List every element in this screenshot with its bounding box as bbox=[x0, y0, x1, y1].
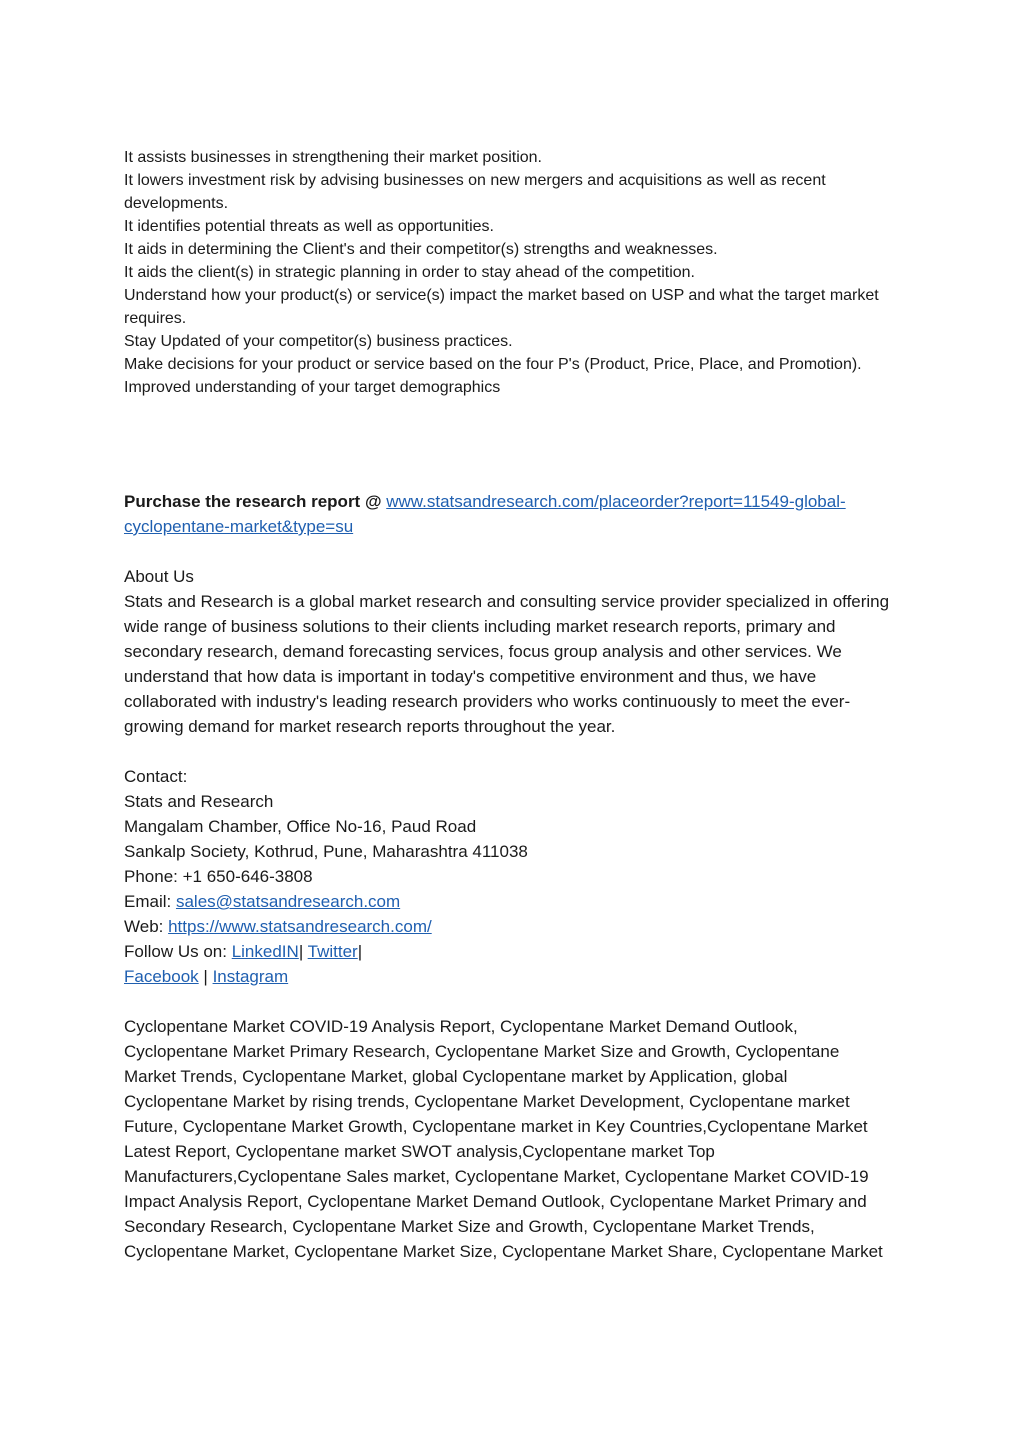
benefit-item: It aids the client(s) in strategic planning in order to stay ahead of the competition. bbox=[124, 264, 695, 281]
contact-company: Stats and Research bbox=[124, 792, 274, 811]
contact-address-line-1: Mangalam Chamber, Office No-16, Paud Road bbox=[124, 817, 477, 836]
about-heading: About Us bbox=[124, 567, 194, 586]
benefit-item: Make decisions for your product or service based on the four P's (Product, Price, Place, and Promotion). bbox=[124, 356, 862, 373]
twitter-link[interactable]: Twitter bbox=[307, 942, 358, 961]
body-section bbox=[124, 489, 894, 1264]
contact-address-line-2: Sankalp Society, Kothrud, Pune, Maharashtra 411038 bbox=[124, 842, 528, 861]
purchase-label: Purchase the research report @ bbox=[124, 492, 387, 511]
web-label: Web: bbox=[124, 917, 169, 936]
contact-phone: Phone: +1 650-646-3808 bbox=[124, 867, 313, 886]
facebook-link[interactable]: Facebook bbox=[124, 967, 199, 986]
social-line bbox=[124, 964, 894, 989]
separator: | bbox=[298, 942, 304, 961]
separator: | bbox=[357, 942, 363, 961]
spacer bbox=[124, 539, 894, 564]
keywords-paragraph: Cyclopentane Market COVID-19 Analysis Report, Cyclopentane Market Demand Outlook, Cyclopentane Market Primary Research, Cyclopentane Market Size and Growth, Cyclopentane Market Trends, Cyclopentane Market, global Cyclopentane market by Application, global Cyclopentane Market by rising trends, Cyclopentane Market Development, Cyclopentane market Future, Cyclopentane Market Growth, Cyclopentane market in Key Countries,Cyclopentane Market Latest Report, Cyclopentane market SWOT analysis,Cyclopentane market Top Manufacturers,Cyclopentane Sales market, Cyclopentane Market, Cyclopentane Market COVID-19 Impact Analysis Report, Cyclopentane Market Demand Outlook, Cyclopentane Market Primary and Secondary Research, Cyclopentane Market Size and Growth, Cyclopentane Market Trends, Cyclopentane Market, Cyclopentane Market Size, Cyclopentane Market Share, Cyclopentane Market bbox=[124, 1017, 883, 1261]
purchase-link[interactable]: www.statsandresearch.com/placeorder?report=11549-global-cyclopentane-market&type=su bbox=[124, 492, 846, 536]
email-link[interactable]: sales@statsandresearch.com bbox=[175, 892, 401, 911]
contact-email-line bbox=[124, 889, 894, 914]
benefits-list bbox=[124, 146, 894, 399]
instagram-link[interactable]: Instagram bbox=[212, 967, 289, 986]
spacer bbox=[124, 739, 894, 764]
benefit-item: It assists businesses in strengthening their market position. bbox=[124, 149, 542, 166]
contact-heading: Contact: bbox=[124, 767, 188, 786]
benefit-item: Stay Updated of your competitor(s) business practices. bbox=[124, 333, 513, 350]
benefit-item: It identifies potential threats as well as opportunities. bbox=[124, 218, 494, 235]
web-link[interactable]: https://www.statsandresearch.com/ bbox=[168, 917, 432, 936]
spacer bbox=[124, 989, 894, 1014]
spacer bbox=[124, 399, 894, 489]
follow-label: Follow Us on: bbox=[124, 942, 232, 961]
follow-line bbox=[124, 939, 894, 964]
document-page bbox=[124, 146, 894, 1264]
separator: | bbox=[203, 967, 208, 986]
about-text: Stats and Research is a global market research and consulting service provider specialized in offering wide range of business solutions to their clients including market research reports, primary and secondary research, demand forecasting services, focus group analysis and other services. We understand that how data is important in today's competitive environment and thus, we have collaborated with industry's leading research providers who works continuously to meet the ever-growing demand for market research reports throughout the year. bbox=[124, 592, 890, 736]
linkedin-link[interactable]: LinkedIN bbox=[231, 942, 299, 961]
benefit-item: It aids in determining the Client's and their competitor(s) strengths and weaknesses. bbox=[124, 241, 718, 258]
benefit-item: It lowers investment risk by advising businesses on new mergers and acquisitions as well as recent developments. bbox=[124, 172, 826, 212]
benefit-item: Improved understanding of your target demographics bbox=[124, 379, 501, 396]
contact-web-line bbox=[124, 914, 894, 939]
purchase-line bbox=[124, 489, 894, 539]
email-label: Email: bbox=[124, 892, 176, 911]
benefit-item: Understand how your product(s) or service(s) impact the market based on USP and what the target market requires. bbox=[124, 287, 879, 327]
